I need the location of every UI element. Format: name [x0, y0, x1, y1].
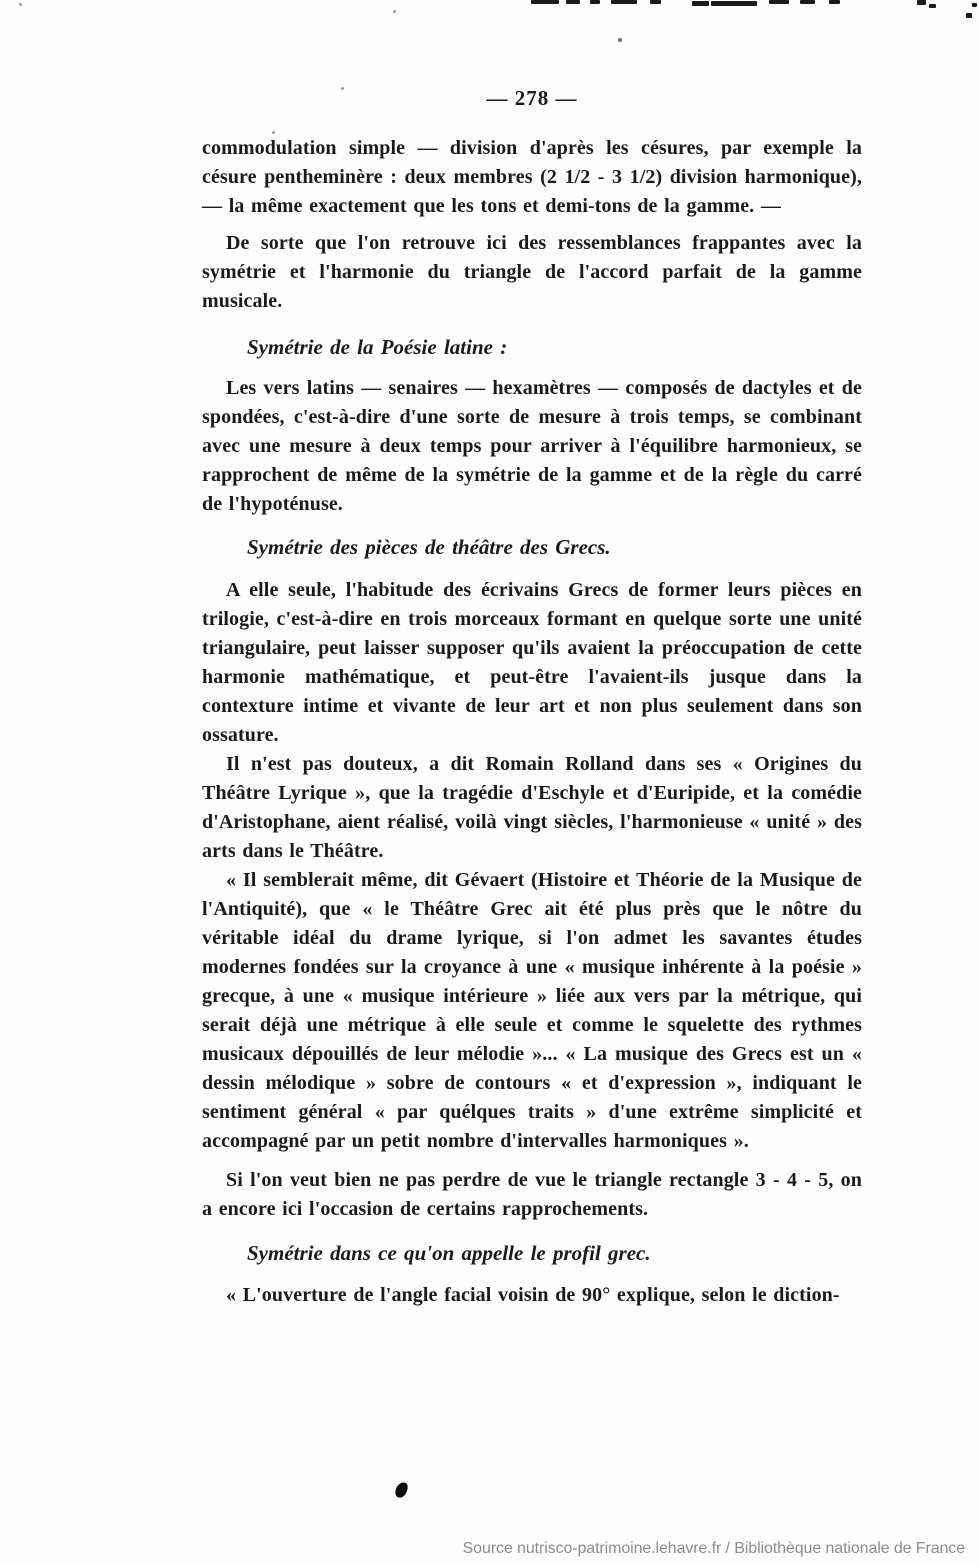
scan-artifact-dash	[692, 1, 709, 6]
scan-artifact-dash	[917, 0, 926, 5]
scan-artifact-dot	[19, 3, 22, 6]
page-text-column	[202, 134, 862, 1310]
section-heading-theatre-grecs: Symétrie des pièces de théâtre des Grecs.	[247, 535, 611, 559]
scan-artifact-dash	[650, 0, 661, 4]
paragraph-commodulation: commodulation simple — division d'après les césures, par exemple la césure pentheminère : deux membres (2 1/2 - 3 1/2) division harmonique), — la même exactement que les tons et demi-tons de la gamme. —	[202, 137, 862, 217]
paragraph-trilogie: A elle seule, l'habitude des écrivains Grecs de former leurs pièces en trilogie, c'est-à-dire en trois morceaux formant en quelque sorte une unité triangulaire, peut laisser supposer qu'ils avaient la préoccupation de cette harmonie mathématique, et peut-être l'avaient-ils jusque dans la contexture intime et vivante de leur art et non plus seulement dans son ossature.	[202, 579, 862, 746]
paragraph-gevaert: « Il semblerait même, dit Gévaert (Histoire et Théorie de la Musique de l'Antiquité), que « le Théâtre Grec ait été plus près que le nôtre du véritable idéal du drame lyrique, si l'on admet les savantes études modernes fondées sur la croyance à une « musique inhérente à la poésie » grecque, à une « musique intérieure » liée aux vers par la métrique, qui serait déjà une métrique à elle seule et comme le squelette des rythmes musicaux dépouillés de leur mélodie »... « La musique des Grecs est un « dessin mélodique » sobre de contours « et d'expression », indiquant le sentiment général « par quélques traits » d'une extrême simplicité et accompagné par un petit nombre d'intervalles harmoniques ».	[202, 869, 862, 1152]
scan-artifact-dash	[769, 0, 789, 4]
scan-artifact-dash	[972, 3, 977, 7]
paragraph-angle-facial: « L'ouverture de l'angle facial voisin de 90° explique, selon le diction-	[226, 1284, 840, 1306]
scan-artifact-dash	[711, 1, 757, 6]
ink-blot-artifact	[394, 1481, 409, 1500]
paragraph-ressemblances: De sorte que l'on retrouve ici des ressemblances frappantes avec la symétrie et l'harmonie du triangle de l'accord parfait de la gamme musicale.	[202, 232, 862, 312]
scan-artifact-dot	[618, 38, 622, 42]
page-number: — 278 —	[486, 86, 578, 110]
source-attribution: Source nutrisco-patrimoine.lehavre.fr / Bibliothèque nationale de France	[462, 1540, 965, 1557]
paragraph-romain-rolland: Il n'est pas douteux, a dit Romain Rolland dans ses « Origines du Théâtre Lyrique », que la tragédie d'Eschyle et d'Euripide, et la comédie d'Aristophane, aient réalisé, voilà vingt siècles, l'harmonieuse « unité » des arts dans le Théâtre.	[202, 753, 862, 862]
paragraph-triangle-345: Si l'on veut bien ne pas perdre de vue le triangle rectangle 3 - 4 - 5, on a encore ici l'occasion de certains rapprochements.	[202, 1169, 862, 1220]
scan-artifact-dash	[590, 0, 600, 4]
section-heading-poesie-latine: Symétrie de la Poésie latine :	[247, 335, 508, 359]
scan-artifact-dash	[966, 13, 972, 18]
scan-artifact-dash	[800, 0, 815, 4]
scan-artifact-dash	[611, 0, 637, 4]
section-heading-profil-grec: Symétrie dans ce qu'on appelle le profil grec.	[247, 1241, 651, 1265]
scan-artifact-dash	[531, 0, 559, 4]
scan-artifact-dot	[393, 10, 396, 13]
scan-artifact-dash	[566, 0, 580, 4]
paragraph-vers-latins: Les vers latins — senaires — hexamètres — composés de dactyles et de spondées, c'est-à-dire d'une sorte de mesure à trois temps, se combinant avec une mesure à deux temps pour arriver à l'équilibre harmonieux, se rapprochent de même de la symétrie de la gamme et de la règle du carré de l'hypoténuse.	[202, 377, 862, 515]
scan-artifact-dash	[829, 0, 840, 4]
scan-artifact-dash	[929, 4, 936, 8]
